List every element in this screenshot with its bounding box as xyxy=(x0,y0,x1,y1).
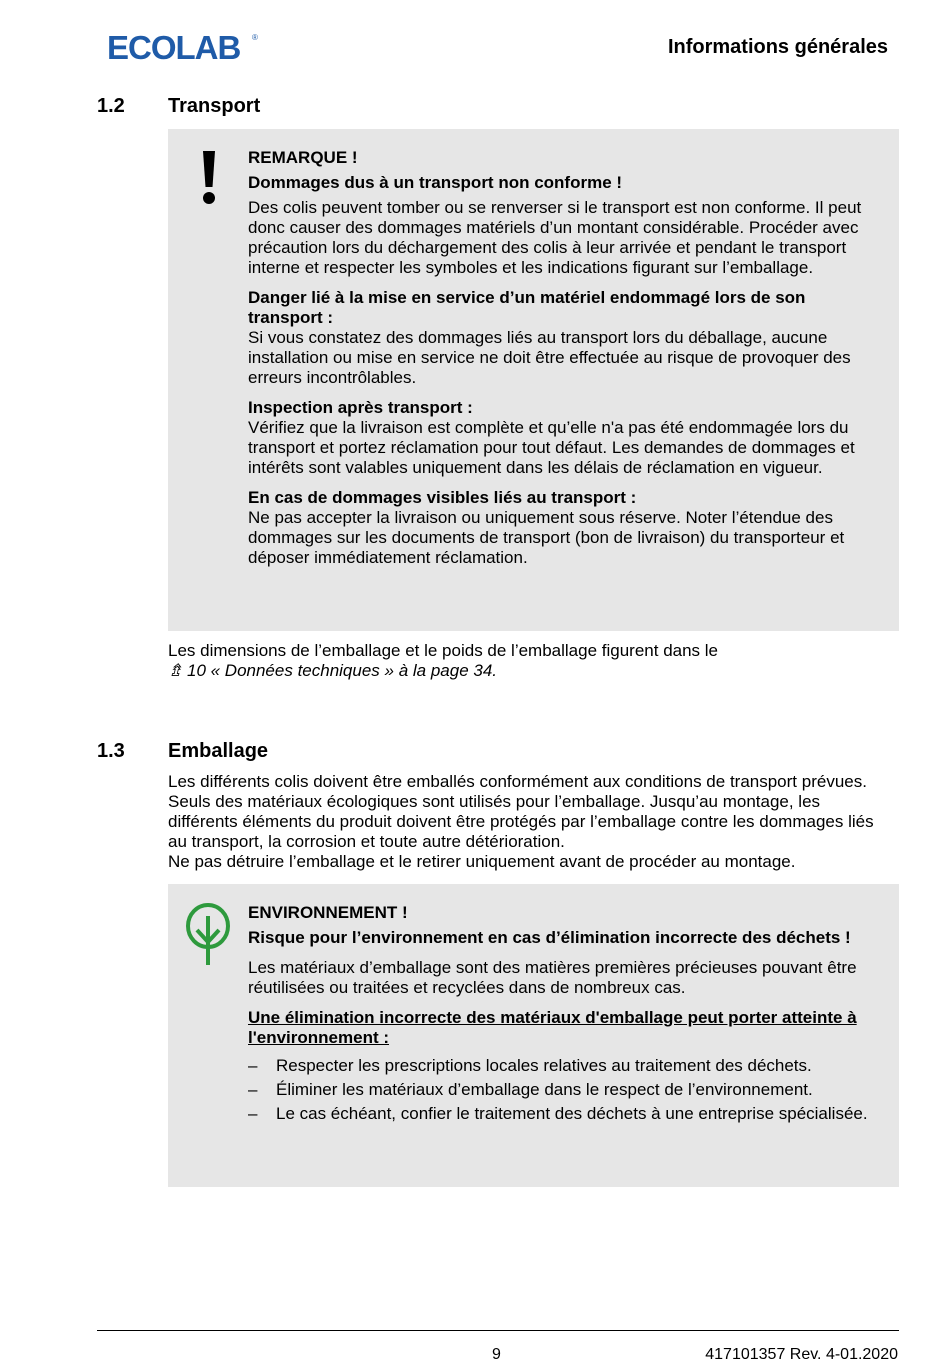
list-item-text: Respecter les prescriptions locales relatives au traitement des déchets. xyxy=(276,1056,812,1075)
notice-intro: Des colis peuvent tomber ou se renverser si le transport est non conforme. Il peut donc causer des dommages matériels d’un montant considérable. Procéder avec précaution lors du déchargement des colis à leur arrivée et pendant le transport interne et respecter les symboles et les indications figurant sur l’emballage. xyxy=(248,198,862,277)
transport-after-text xyxy=(168,641,888,681)
ecolab-logo xyxy=(107,29,258,66)
environment-text: Les matériaux d’emballage sont des matières premières précieuses pouvant être réutilisées ou traitées et recyclées dans de nombreux cas. xyxy=(248,958,857,997)
environment-subheading: Risque pour l’environnement en cas d’élimination incorrecte des déchets ! xyxy=(248,928,851,947)
page-number: 9 xyxy=(492,1346,501,1363)
notice-block-text: Si vous constatez des dommages liés au transport lors du déballage, aucune installation ou mise en service ne doit être effectuée au risque de provoquer des erreurs incontrôlables. xyxy=(248,328,851,387)
packaging-paragraph: Ne pas détruire l’emballage et le retirer uniquement avant de procéder au montage. xyxy=(168,852,796,871)
notice-subheading: Dommages dus à un transport non conforme ! xyxy=(248,173,623,192)
environment-box xyxy=(168,884,899,1187)
section-number: 1.2 xyxy=(97,95,125,117)
dash-bullet: – xyxy=(248,1080,258,1099)
footer-divider xyxy=(97,1330,899,1331)
dimensions-text: Les dimensions de l’emballage et le poids de l’emballage figurent dans le xyxy=(168,641,719,660)
list-item xyxy=(248,1104,875,1124)
cross-reference-link[interactable] xyxy=(168,661,888,681)
document-reference: 417101357 Rev. 4-01.2020 xyxy=(705,1346,898,1363)
dash-bullet: – xyxy=(248,1104,258,1123)
disposal-list xyxy=(248,1056,875,1124)
environment-warning: Une élimination incorrecte des matériaux d'emballage peut porter atteinte à l'environnement : xyxy=(248,1008,857,1047)
svg-text:®: ® xyxy=(252,33,258,42)
notice-heading: REMARQUE ! xyxy=(248,148,358,167)
packaging-paragraph: Les différents colis doivent être emballés conformément aux conditions de transport prévues. Seuls des matériaux écologiques sont utilisés pour l’emballage. Jusqu’au montage, les différents éléments du produit doivent être protégés par l’emballage contre les dommages liés au transport, la corrosion et toute autre détérioration. xyxy=(168,772,874,851)
notice-block-title: Danger lié à la mise en service d’un matériel endommagé lors de son transport : xyxy=(248,288,806,327)
tree-icon xyxy=(184,902,232,966)
header-title: Informations générales xyxy=(667,36,888,58)
notice-box xyxy=(168,129,899,631)
list-item xyxy=(248,1080,875,1100)
dash-bullet: – xyxy=(248,1056,258,1075)
notice-block-text: Ne pas accepter la livraison ou uniquement sous réserve. Noter l’étendue des dommages sur les documents de transport (bon de livraison) du transporteur et déposer immédiatement réclamation. xyxy=(248,508,845,567)
notice-block-title: Inspection après transport : xyxy=(248,398,473,417)
packaging-text xyxy=(168,772,888,872)
section-number: 1.3 xyxy=(97,740,125,762)
svg-text:ECOLAB: ECOLAB xyxy=(107,29,241,66)
exclamation-icon xyxy=(198,149,220,205)
environment-heading: ENVIRONNEMENT ! xyxy=(248,903,408,922)
list-item-text: Éliminer les matériaux d’emballage dans le respect de l’environnement. xyxy=(276,1080,813,1099)
section-title: Emballage xyxy=(168,740,269,762)
reference-text: 10 « Données techniques » à la page 34. xyxy=(186,661,498,680)
notice-block-title: En cas de dommages visibles liés au transport : xyxy=(248,488,637,507)
section-title: Transport xyxy=(168,95,261,117)
list-item xyxy=(248,1056,875,1076)
list-item-text: Le cas échéant, confier le traitement des déchets à une entreprise spécialisée. xyxy=(276,1104,868,1123)
notice-block-text: Vérifiez que la livraison est complète et qu’elle n'a pas été endommagée lors du transport et portez réclamation pour tout défaut. Les demandes de dommages et intérêts sont valables uniquement dans les délais de réclamation en vigueur. xyxy=(248,418,855,477)
reference-arrow-icon: ⇯ xyxy=(168,661,183,680)
